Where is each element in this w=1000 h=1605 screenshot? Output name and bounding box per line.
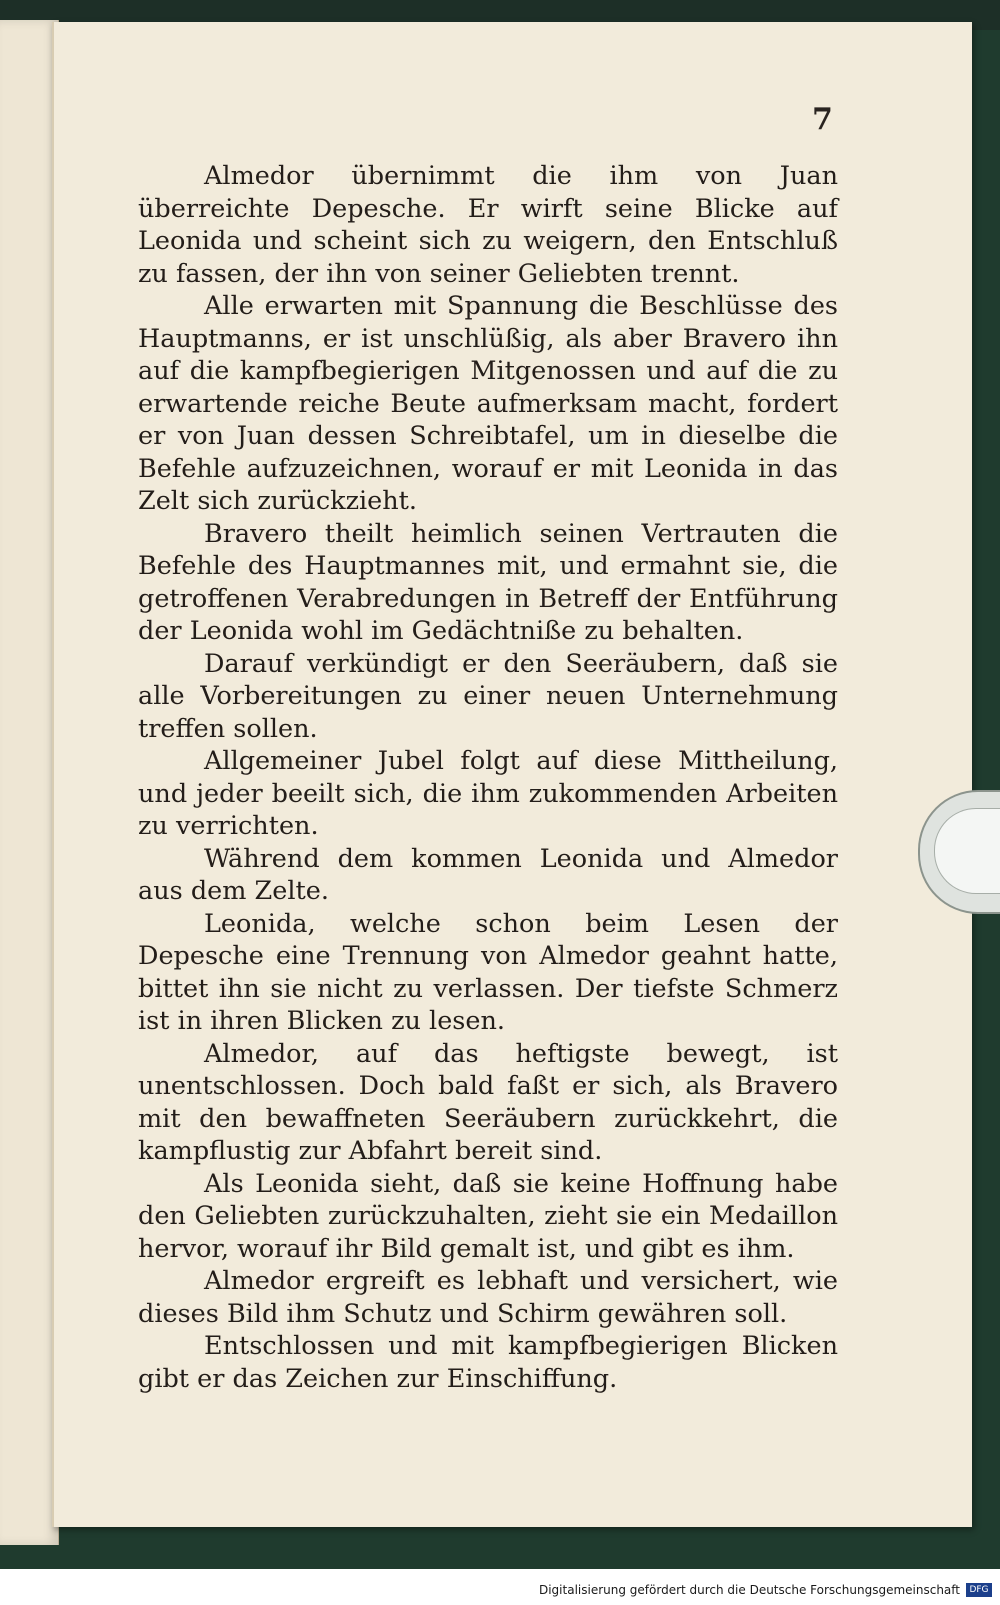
paragraph: Leonida, welche schon beim Lesen der Depesche eine Trennung von Almedor geahnt hatte, bittet ihn sie nicht zu verlassen. Der tiefste Schmerz ist in ihren Blicken zu lesen. [138, 908, 838, 1036]
paragraph: Bravero theilt heimlich seinen Vertrauten die Befehle des Hauptmannes mit, und ermahnt sie, die getroffenen Verabredungen in Betreff der Entführung der Leonida wohl im Gedächtniße zu behalten. [138, 518, 838, 646]
paragraph: Während dem kommen Leonida und Almedor aus dem Zelte. [138, 843, 838, 906]
paragraph: Entschlossen und mit kampfbegierigen Blicken gibt er das Zeichen zur Einschiffung. [138, 1331, 838, 1394]
left-page-edge [0, 20, 59, 1545]
paragraph: Almedor übernimmt die ihm von Juan überreichte Depesche. Er wirft seine Blicke auf Leonida und scheint sich zu weigern, den Entschluß zu fassen, der ihn von seiner Geliebten trennt. [138, 161, 838, 289]
page-text [138, 160, 838, 1395]
paragraph: Alle erwarten mit Spannung die Beschlüsse des Hauptmanns, er ist unschlüßig, als aber Bravero ihn auf die kampfbegierigen Mitgenossen und auf die zu erwartende reiche Beute aufmerksam macht, fordert er von Juan dessen Schreibtafel, um in dieselbe die Befehle aufzuzeichnen, worauf er mit Leonida in das Zelt sich zurückzieht. [138, 291, 838, 516]
paragraph: Allgemeiner Jubel folgt auf diese Mittheilung, und jeder beeilt sich, die ihm zukommenden Arbeiten zu verrichten. [138, 746, 838, 841]
paragraph: Darauf verkündigt er den Seeräubern, daß sie alle Vorbereitungen zu einer neuen Unternehmung treffen sollen. [138, 648, 838, 744]
paragraph: Almedor, auf das heftigste bewegt, ist unentschlossen. Doch bald faßt er sich, als Bravero mit den bewaffneten Seeräubern zurückkehrt, die kampflustig zur Abfahrt bereit sind. [138, 1038, 838, 1166]
dfg-logo: DFG [966, 1583, 992, 1597]
page-number: 7 [812, 102, 833, 137]
footer-credit: Digitalisierung gefördert durch die Deutsche Forschungsgemeinschaft [538, 1583, 960, 1597]
footer-bar [0, 1569, 1000, 1605]
paragraph: Als Leonida sieht, daß sie keine Hoffnung habe den Geliebten zurückzuhalten, zieht sie ein Medaillon hervor, worauf ihr Bild gemalt ist, und gibt es ihm. [138, 1168, 838, 1264]
paragraph: Almedor ergreift es lebhaft und versichert, wie dieses Bild ihm Schutz und Schirm gewähren soll. [138, 1266, 838, 1329]
